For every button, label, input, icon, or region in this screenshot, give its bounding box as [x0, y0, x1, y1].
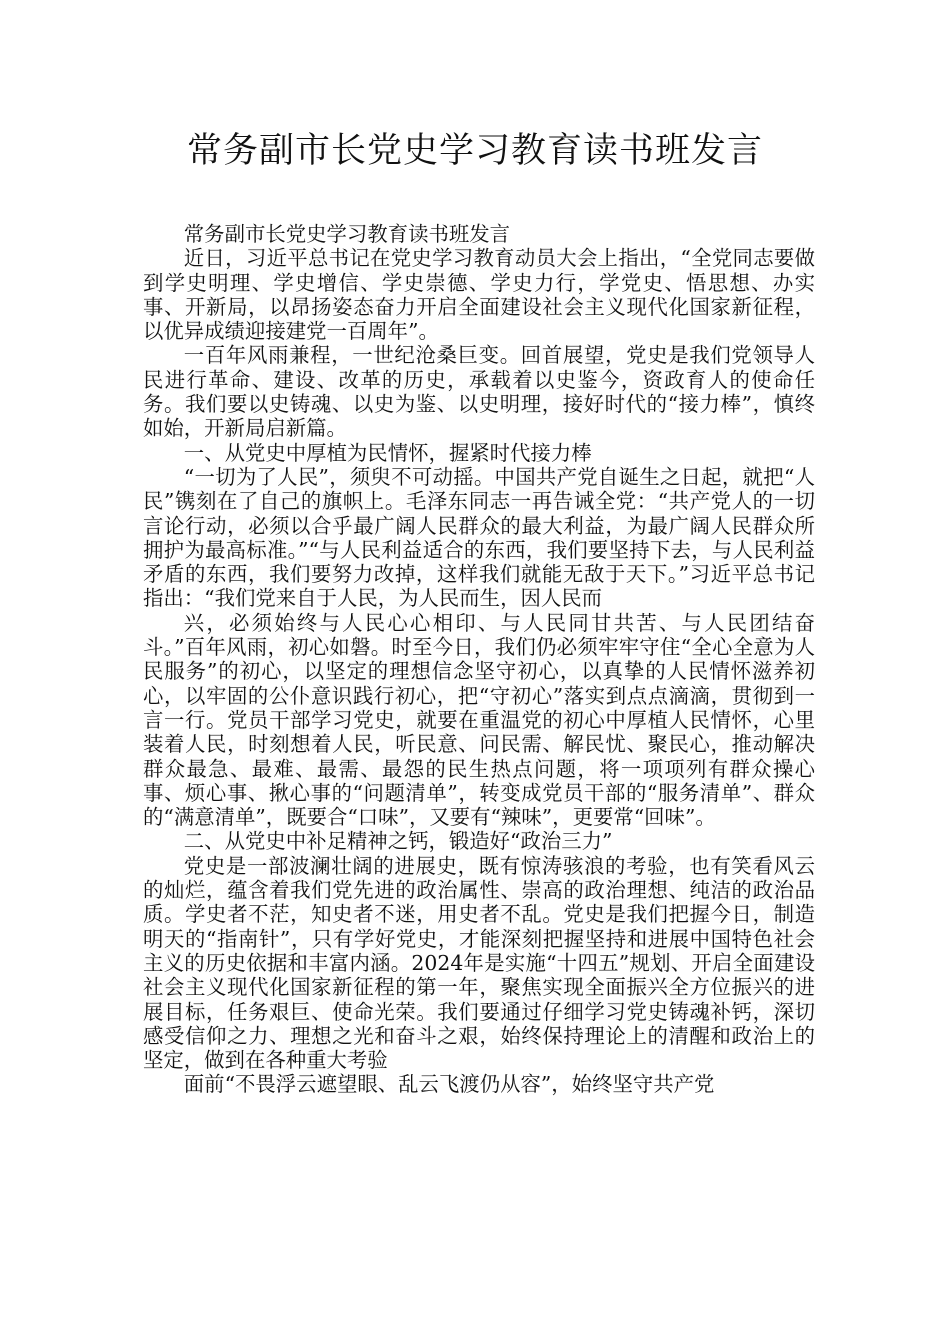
document-title: 常务副市长党史学习教育读书班发言 [186, 131, 763, 171]
paragraph-subtitle: 常务副市长党史学习教育读书班发言 [183, 222, 511, 246]
section-heading-1: 一、从党史中厚植为民情怀，握紧时代接力棒 [183, 440, 592, 465]
section-heading-2: 二、从党史中补足精神之钙，锻造好“政治三力” [183, 829, 613, 854]
paragraph: 兴，必须始终与人民心心相印、与人民同甘共苦、与人民团结奋斗。”百年风雨，初心如磐。时至今日，我们仍必须牢牢守住“全心全意为人民服务”的初心，以坚定的理想信念坚守初心，以真挚的人民情怀滋养初心，以牢固的公仆意识践行初心，把“守初心”落实到点点滴滴，贯彻到一言一行。党员干部学习党史，就要在重温党的初心中厚植人民情怀，心里装着人民，时刻想着人民，听民意、问民需、解民忧、聚民心，推动解决群众最急、最难、最需、最怨的民生热点问题，将一项项列有群众操心事、烦心事、揪心事的“问题清单”，转变成党员干部的“服务清单”、群众的“满意清单”，既要合“口味”，又要有“辣味”，更要常“回味”。 [143, 610, 815, 830]
paragraph: 一百年风雨兼程，一世纪沧桑巨变。回首展望，党史是我们党领导人民进行革命、建设、改革的历史，承载着以史鉴今，资政育人的使命任务。我们要以史铸魂、以史为鉴、以史明理，接好时代的“接力棒”，慎终如始，开新局启新篇。 [143, 343, 815, 441]
paragraph: 面前“不畏浮云遮望眼、乱云飞渡仍从容”，始终坚守共产党 [183, 1072, 715, 1097]
paragraph: 近日，习近平总书记在党史学习教育动员大会上指出，“全党同志要做到学史明理、学史增信、学史崇德、学史力行，学党史、悟思想、办实事、开新局，以昂扬姿态奋力开启全面建设社会主义现代化国家新征程，以优异成绩迎接建党一百周年”。 [143, 246, 815, 344]
paragraph: “一切为了人民”，须臾不可动摇。中国共产党自诞生之日起，就把“人民”镌刻在了自己的旗帜上。毛泽东同志一再告诫全党：“共产党人的一切言论行动，必须以合乎最广阔人民群众的最大利益，为最广阔人民群众所拥护为最高标准。”“与人民利益适合的东西，我们要坚持下去，与人民利益矛盾的东西，我们要努力改掉，这样我们就能无敌于天下。”习近平总书记指出：“我们党来自于人民，为人民而生，因人民而 [143, 464, 815, 611]
document-body [143, 222, 815, 1097]
paragraph: 党史是一部波澜壮阔的进展史，既有惊涛骇浪的考验，也有笑看风云的灿烂，蕴含着我们党先进的政治属性、崇高的政治理想、纯洁的政治品质。学史者不茫，知史者不迷，用史者不乱。党史是我们把握今日，制造明天的“指南针”，只有学好党史，才能深刻把握坚持和进展中国特色社会主义的历史依据和丰富内涵。2024年是实施“十四五”规划、开启全面建设社会主义现代化国家新征程的第一年，聚焦实现全面振兴全方位振兴的进展目标，任务艰巨、使命光荣。我们要通过仔细学习党史铸魂补钙，深切感受信仰之力、理想之光和奋斗之艰，始终保持理论上的清醒和政治上的坚定，做到在各种重大考验 [143, 853, 815, 1073]
